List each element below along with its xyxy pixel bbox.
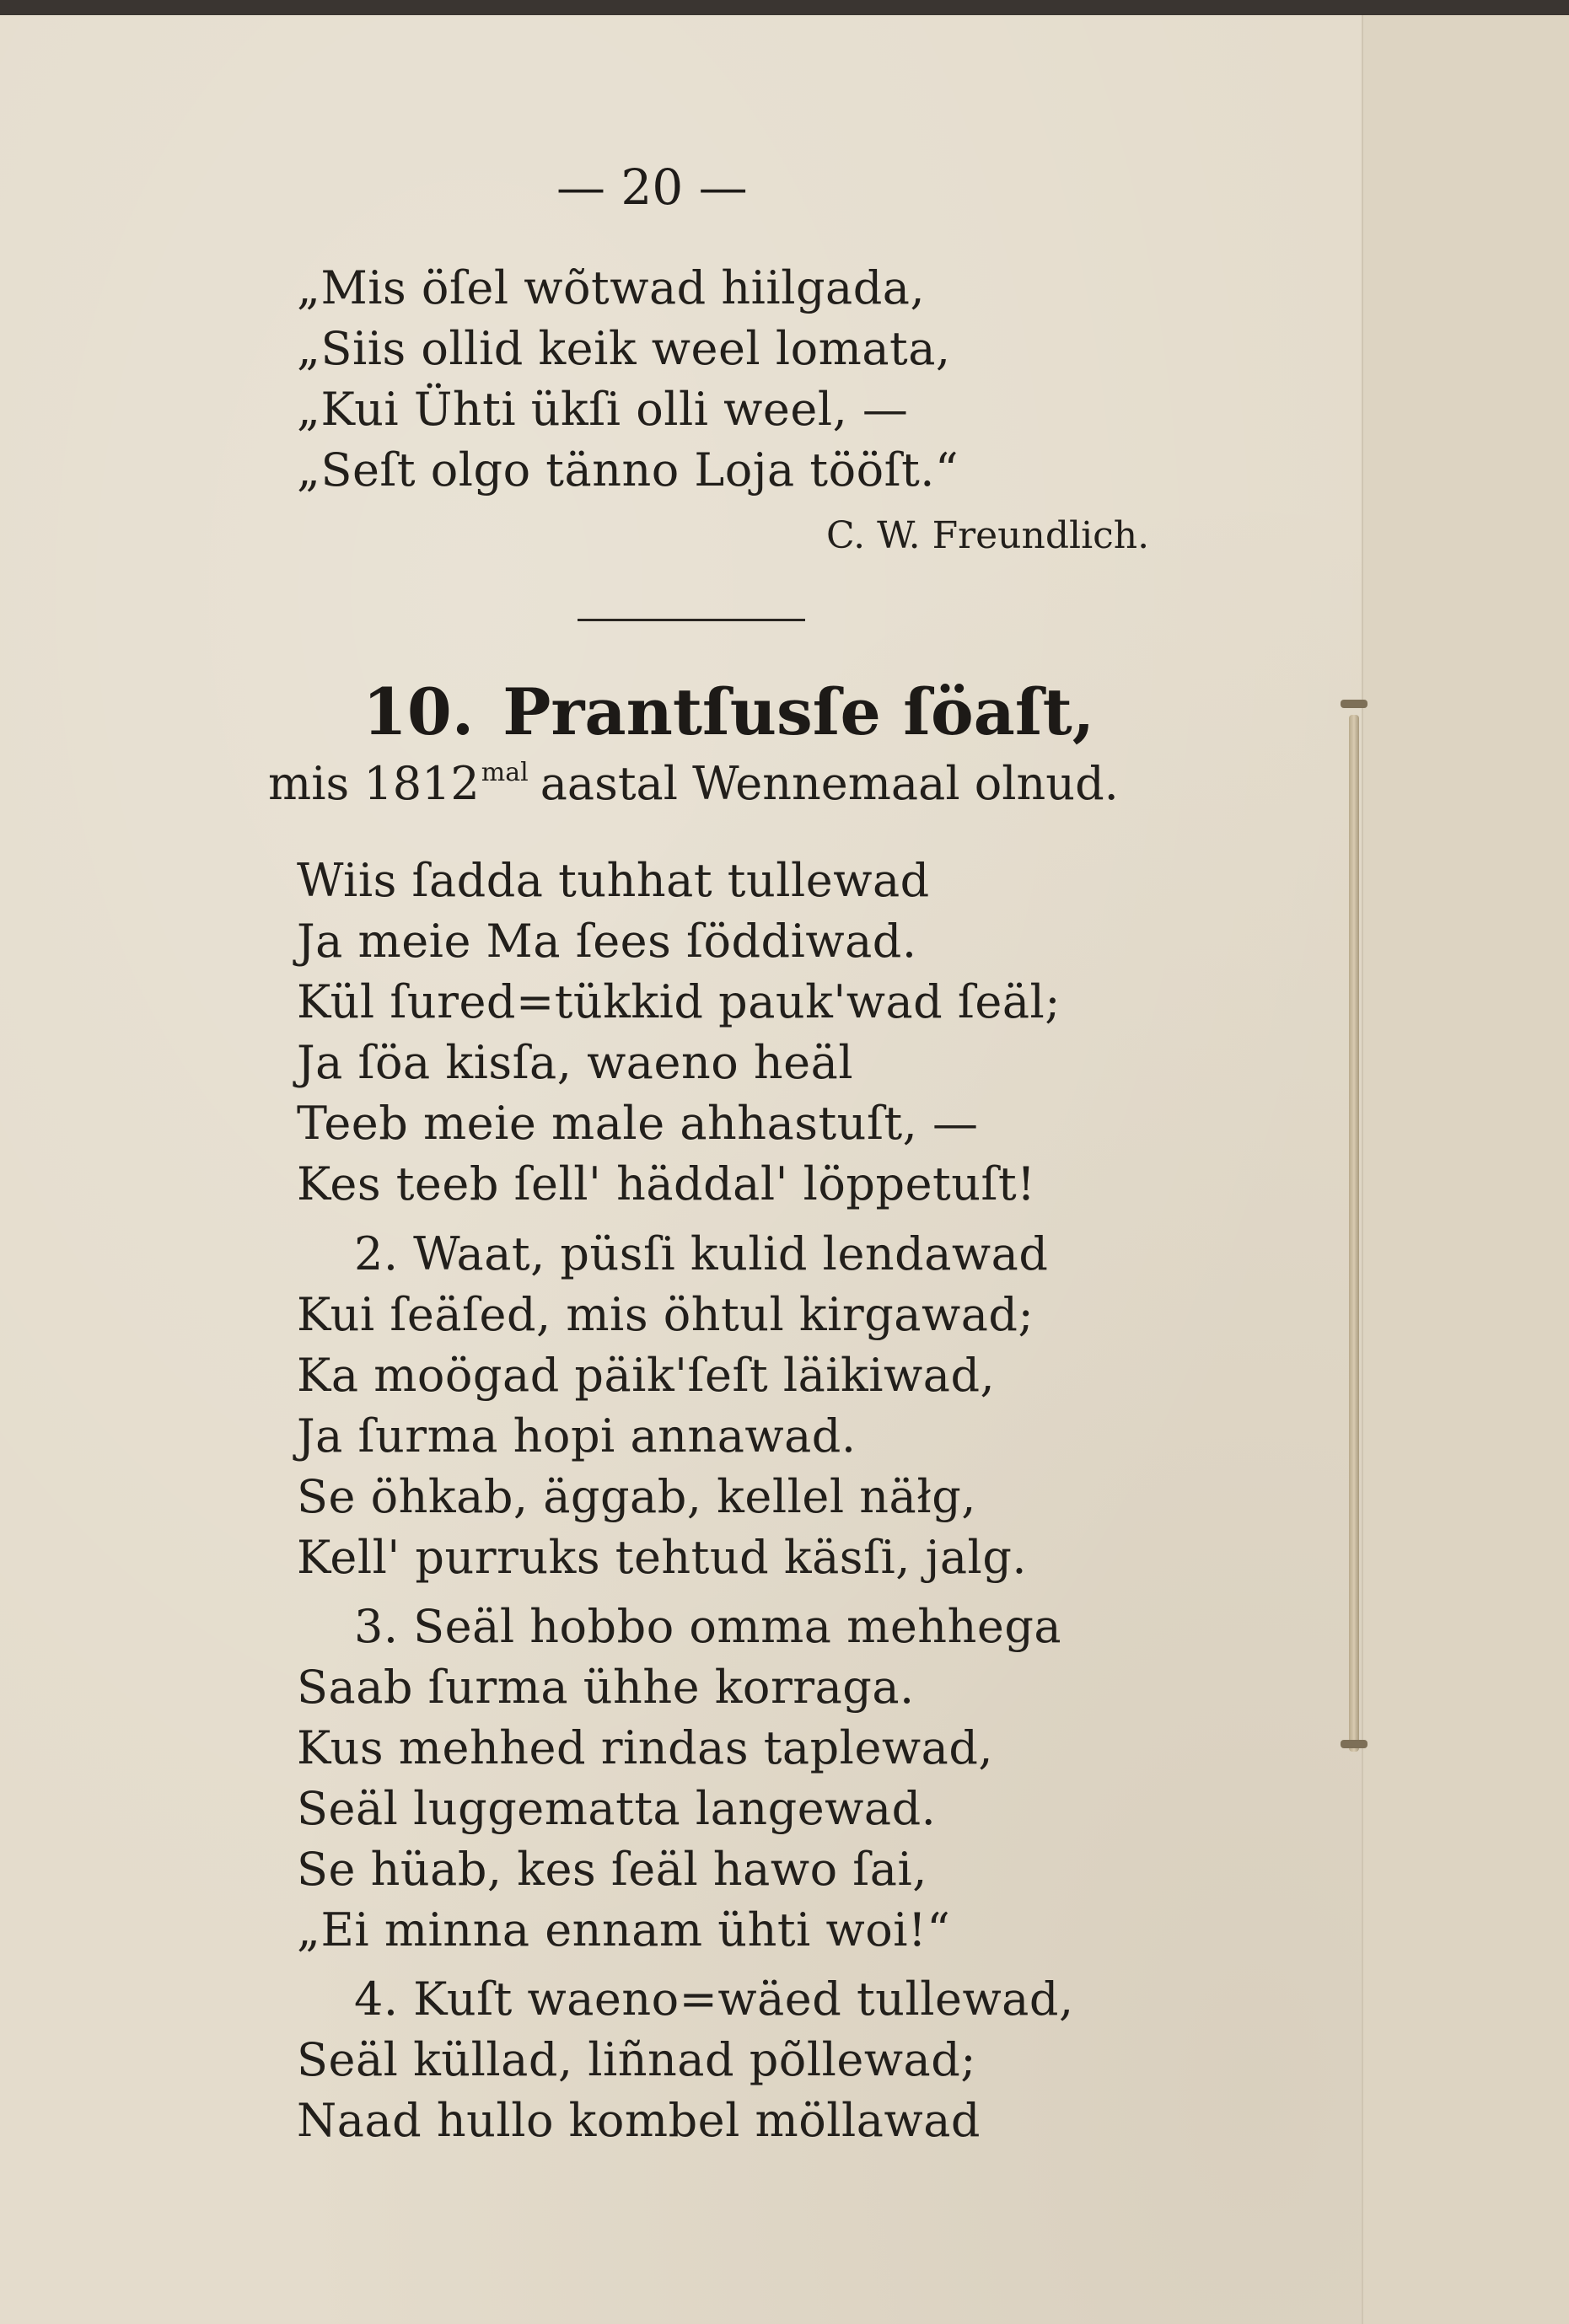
facing-page-strip (1362, 15, 1569, 2324)
subtitle-sup: mal (481, 758, 529, 787)
verse-line: Naad hullo kombel möllawad (297, 2094, 981, 2147)
verse-line: Wiis ſadda tuhhat tullewad (297, 854, 930, 907)
verse-line: Se hüab, kes ſeäl hawo ſai, (297, 1843, 927, 1896)
opening-line: „Siis ollid keik weel lomata, (297, 322, 951, 375)
verse-line: Kül ſured=tükkid pauk'wad ſeäl; (297, 975, 1061, 1028)
section-divider (578, 619, 805, 621)
scan-top-edge (0, 0, 1569, 15)
opening-line: „Kui Ühti ükſi olli weel, — (297, 383, 909, 436)
verse-line: Kui ſeäſed, mis öhtul kirgawad; (297, 1288, 1034, 1341)
verse-line: Seäl küllad, liñnad põllewad; (297, 2033, 976, 2086)
opening-line: „Seſt olgo tänno Loja tööſt.“ (297, 443, 959, 496)
poem-title: Prantſusſe ſöaſt, (502, 674, 1095, 749)
poem-heading (363, 674, 1094, 749)
book-page (0, 15, 1569, 2324)
verse-line: 2. Waat, püsſi kulid lendawad (354, 1227, 1049, 1280)
verse-line: 3. Seäl hobbo omma mehhega (354, 1600, 1062, 1653)
poem-number: 10. (363, 674, 475, 749)
subtitle-pre: mis 1812 (268, 757, 480, 810)
subtitle-post: aastal Wennemaal olnud. (540, 757, 1119, 810)
verse-line: Ka moögad päik'ſeſt läikiwad, (297, 1349, 996, 1402)
page-number: — 20 — (556, 158, 748, 216)
poem-subtitle (268, 757, 1119, 810)
verse-line: 4. Kuſt waeno=wäed tullewad, (354, 1972, 1074, 2026)
opening-line: „Mis öſel wõtwad hiilgada, (297, 261, 926, 314)
verse-line: Ja meie Ma ſees ſöddiwad. (297, 915, 917, 968)
verse-line: Ja ſöa kisſa, waeno heäl (297, 1036, 854, 1089)
verse-line: Kell' purruks tehtud käsſi, jalg. (297, 1531, 1028, 1584)
opening-author: C. W. Freundlich. (826, 514, 1150, 557)
verse-line: Kes teeb ſell' häddal' löppetuſt! (297, 1157, 1036, 1210)
binding-thread (1349, 715, 1359, 1752)
verse-line: Se öhkab, äggab, kellel näłg, (297, 1470, 976, 1523)
verse-line: Kus mehhed rindas taplewad, (297, 1721, 994, 1774)
binding-stitch-bottom (1341, 1740, 1368, 1748)
verse-line: Ja ſurma hopi annawad. (297, 1409, 857, 1463)
verse-line: „Ei minna ennam ühti woi!“ (297, 1903, 951, 1956)
binding-stitch-top (1341, 700, 1368, 708)
verse-line: Saab ſurma ühhe korraga. (297, 1661, 915, 1714)
verse-line: Seäl luggematta langewad. (297, 1782, 937, 1835)
verse-line: Teeb meie male ahhastuſt, — (297, 1097, 979, 1150)
